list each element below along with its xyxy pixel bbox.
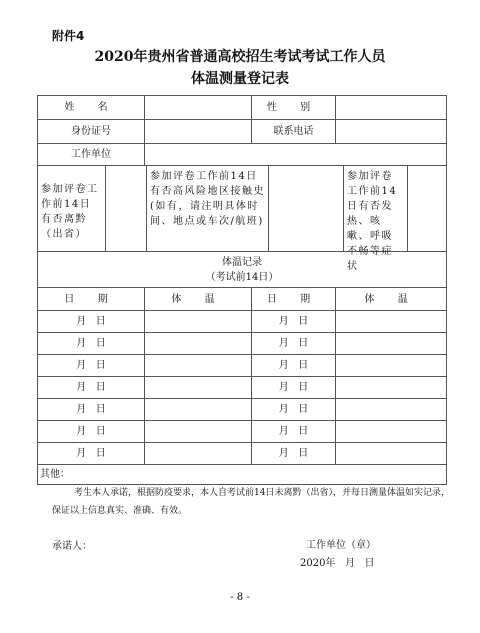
date-cell[interactable]: 月 日 — [252, 399, 336, 421]
temp-row — [38, 399, 447, 421]
temp-row — [38, 333, 447, 355]
form-subtitle: 体温测量登记表 — [191, 71, 289, 87]
temp-cell[interactable] — [336, 311, 447, 333]
symptoms-answer[interactable] — [408, 166, 446, 251]
promiser-label: 承诺人： — [52, 541, 92, 552]
attachment-label: 附件4 — [52, 29, 85, 43]
left-guizhou-question: 参加评卷工作前14日有否离黔（出省） — [38, 166, 106, 251]
date-cell[interactable]: 月 日 — [38, 355, 145, 377]
temp-cell[interactable] — [336, 377, 447, 399]
col-temp-2: 体 温 — [336, 288, 447, 311]
temp-cell[interactable] — [336, 399, 447, 421]
name-field[interactable] — [145, 96, 252, 120]
left-guizhou-answer[interactable] — [106, 166, 147, 251]
date-cell[interactable]: 月 日 — [38, 399, 145, 421]
date-cell[interactable]: 月 日 — [38, 377, 145, 399]
temp-row — [38, 443, 447, 465]
temp-cell[interactable] — [145, 311, 252, 333]
temp-cell[interactable] — [145, 421, 252, 443]
temp-section-header: 体温记录 （考试前14日） — [38, 252, 447, 288]
risk-area-question: 参加评卷工作前14日有否高风险地区接触史(如有，请注明具体时间、地点或车次/航班) — [147, 166, 269, 251]
col-temp-1: 体 温 — [145, 288, 252, 311]
temp-cell[interactable] — [336, 421, 447, 443]
sign-date: 2020年 月 日 — [300, 558, 375, 569]
other-field[interactable]: 其他： — [38, 465, 447, 485]
date-cell[interactable]: 月 日 — [252, 355, 336, 377]
temp-row — [38, 421, 447, 443]
date-cell[interactable]: 月 日 — [38, 443, 145, 465]
gender-field[interactable] — [336, 96, 447, 120]
registration-table — [37, 95, 447, 485]
symptoms-question: 参加评卷工作前14日有否发热、咳嗽、呼吸不畅等症状 — [344, 166, 408, 251]
pledge-text: 考生本人承诺，根据防疫要求，本人自考试前14日未离黔（出省），并每日测量体温如实记录，保证以上信息真实、准确、有效。 — [52, 488, 450, 516]
phone-field[interactable] — [336, 120, 447, 144]
temp-cell[interactable] — [336, 355, 447, 377]
date-cell[interactable]: 月 日 — [252, 311, 336, 333]
temp-cell[interactable] — [145, 377, 252, 399]
date-cell[interactable]: 月 日 — [38, 421, 145, 443]
date-cell[interactable]: 月 日 — [252, 421, 336, 443]
phone-label: 联系电话 — [252, 120, 336, 144]
temp-cell[interactable] — [336, 333, 447, 355]
unit-label: 工作单位 — [38, 144, 145, 166]
id-label: 身份证号 — [38, 120, 145, 144]
temp-row — [38, 311, 447, 333]
unit-field[interactable] — [145, 144, 447, 166]
col-date-1: 日 期 — [38, 288, 145, 311]
temp-cell[interactable] — [145, 333, 252, 355]
col-date-2: 日 期 — [252, 288, 336, 311]
date-cell[interactable]: 月 日 — [252, 333, 336, 355]
temp-cell[interactable] — [145, 443, 252, 465]
temp-cell[interactable] — [145, 355, 252, 377]
gender-label: 性 别 — [252, 96, 336, 120]
date-cell[interactable]: 月 日 — [38, 333, 145, 355]
risk-area-answer[interactable] — [269, 166, 344, 251]
name-label: 姓 名 — [38, 96, 145, 120]
temp-cell[interactable] — [145, 399, 252, 421]
page-number: - 8 - — [230, 592, 250, 603]
form-title: 2020年贵州省普通高校招生考试考试工作人员 — [94, 49, 386, 65]
date-cell[interactable]: 月 日 — [252, 377, 336, 399]
temp-row — [38, 377, 447, 399]
temp-row — [38, 355, 447, 377]
id-field[interactable] — [145, 120, 252, 144]
unit-seal-label: 工作单位（章） — [306, 540, 376, 551]
date-cell[interactable]: 月 日 — [252, 443, 336, 465]
date-cell[interactable]: 月 日 — [38, 311, 145, 333]
temp-cell[interactable] — [336, 443, 447, 465]
